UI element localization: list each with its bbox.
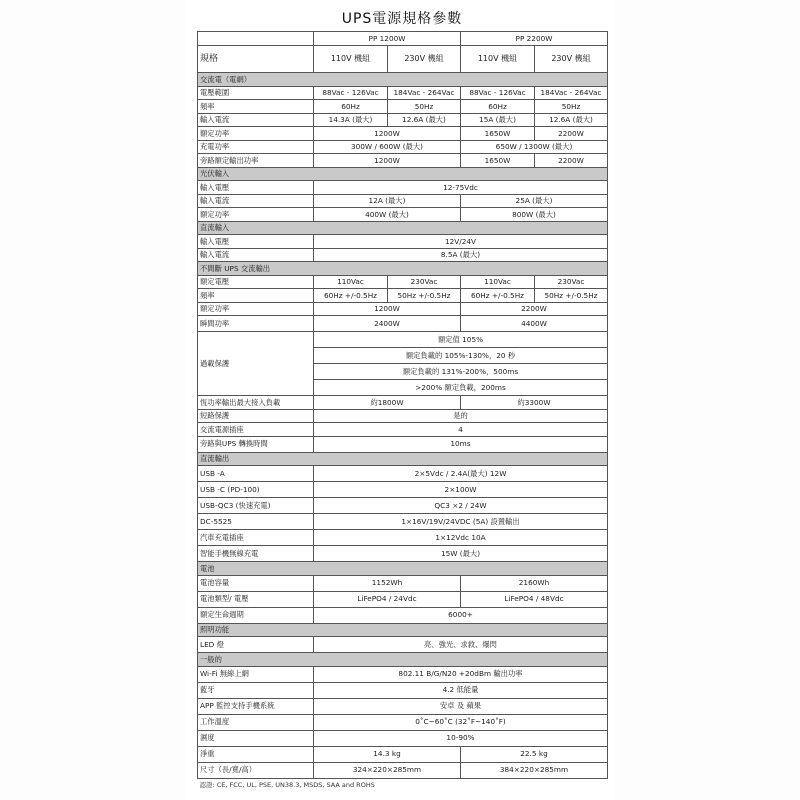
model-pp2200: PP 2200W bbox=[461, 32, 608, 46]
table-row: 工作溫度 0˚C~60˚C (32˚F~140˚F) bbox=[198, 714, 608, 730]
table-row: USB -A 2×5Vdc / 2.4A(最大) 12W bbox=[198, 466, 608, 482]
table-row: 智能手機無線充電 15W (最大) bbox=[198, 546, 608, 562]
model-pp1200: PP 1200W bbox=[314, 32, 461, 46]
model-header-row bbox=[198, 32, 608, 46]
table-row: 額定功率 1200W 2200W bbox=[198, 302, 608, 316]
table-row: 交流電源插座 4 bbox=[198, 423, 608, 437]
table-row: 濕度 10-90% bbox=[198, 730, 608, 746]
variant-cell: 110V 機組 bbox=[461, 46, 535, 73]
table-row: 輸入電流 8.5A (最大) bbox=[198, 248, 608, 262]
table-row: 輸入電流 14.3A (最大) 12.6A (最大) 15A (最大) 12.6A (最大) bbox=[198, 113, 608, 127]
table-row: 額定電壓 110Vac 230Vac 110Vac 230Vac bbox=[198, 275, 608, 289]
table-row: 充電功率 300W / 600W (最大) 650W / 1300W (最大) bbox=[198, 140, 608, 154]
table-row: 電池容量 1152Wh 2160Wh bbox=[198, 575, 608, 591]
table-row: 輸入電流 12A (最大) 25A (最大) bbox=[198, 194, 608, 208]
table-row: >200% 額定負載，200ms bbox=[198, 380, 608, 396]
variant-header-row bbox=[198, 46, 608, 73]
variant-cell: 230V 機組 bbox=[535, 46, 608, 73]
spec-label: 規格 bbox=[198, 46, 314, 73]
table-row: 額定功率 1200W 1650W 2200W bbox=[198, 127, 608, 141]
section-header: 電池 bbox=[198, 562, 608, 576]
section-header: 一般的 bbox=[198, 653, 608, 667]
variant-cell: 110V 機組 bbox=[314, 46, 388, 73]
table-row: APP 監控支持手機系統 安卓 及 蘋果 bbox=[198, 698, 608, 714]
certification-row bbox=[198, 778, 608, 792]
section-header: 直流輸出 bbox=[198, 452, 608, 466]
table-row: 輸入電壓 12V/24V bbox=[198, 235, 608, 249]
table-row: 電壓範圍 88Vac - 126Vac 184Vac - 264Vac 88Vac - 126Vac 184Vac - 264Vac bbox=[198, 86, 608, 100]
section-header: 不間斷 UPS 交流輸出 bbox=[198, 262, 608, 276]
table-row: Wi-Fi 無線上網 802.11 B/G/N20 +20dBm 輸出功率 bbox=[198, 666, 608, 682]
table-row: 淨重 14.3 kg 22.5 kg bbox=[198, 746, 608, 762]
table-row: 尺寸（長/寬/高） 324×220×285mm 384×220×285mm bbox=[198, 762, 608, 778]
table-row: 額定負載的 105%-130%，20 秒 bbox=[198, 348, 608, 364]
table-row: 頻率 60Hz +/-0.5Hz 50Hz +/-0.5Hz 60Hz +/-0.5Hz 50Hz +/-0.5Hz bbox=[198, 289, 608, 303]
table-row: 輸入電壓 12-75Vdc bbox=[198, 181, 608, 195]
table-row: DC-5525 1×16V/19V/24VDC (5A) 設置輸出 bbox=[198, 514, 608, 530]
section-header: 直流輸入 bbox=[198, 221, 608, 235]
certification-note: 認證: CE, FCC, UL, PSE, UN38.3, MSDS, SAA and ROHS bbox=[199, 780, 375, 789]
section-header: 照明功能 bbox=[198, 623, 608, 637]
spec-table bbox=[197, 31, 608, 792]
page-title: UPS電源規格參數 bbox=[341, 11, 463, 27]
table-row: 電池類型/ 電壓 LiFePO4 / 24Vdc LiFePO4 / 48Vdc bbox=[198, 591, 608, 607]
table-row: 旁路額定輸出功率 1200W 1650W 2200W bbox=[198, 154, 608, 168]
table-row: 額定功率 400W (最大) 800W (最大) bbox=[198, 208, 608, 222]
table-row: USB -C (PD-100) 2×100W bbox=[198, 482, 608, 498]
variant-cell: 230V 機組 bbox=[388, 46, 461, 73]
table-row: 額定生命週期 6000+ bbox=[198, 607, 608, 623]
table-row: 短路保護 是的 bbox=[198, 409, 608, 423]
table-row: USB-QC3 (快速充電) QC3 ×2 / 24W bbox=[198, 498, 608, 514]
table-row: 旁路與UPS 轉換時間 10ms bbox=[198, 436, 608, 452]
section-header: 光伏輸入 bbox=[198, 167, 608, 181]
table-row: 額定負載的 131%-200%，500ms bbox=[198, 364, 608, 380]
table-row: LED 燈 亮、強光、求救、爆閃 bbox=[198, 637, 608, 653]
table-row: 過載保護 額定值 105% bbox=[198, 332, 608, 348]
table-row: 藍牙 4.2 低能量 bbox=[198, 682, 608, 698]
table-row: 恆功率輸出最大接入負載 約1800W 約3300W bbox=[198, 396, 608, 410]
table-row: 瞬間功率 2400W 4400W bbox=[198, 316, 608, 332]
table-row: 汽車充電插座 1×12Vdc 10A bbox=[198, 530, 608, 546]
table-row: 頻率 60Hz 50Hz 60Hz 50Hz bbox=[198, 100, 608, 114]
section-header: 交流電（電網） bbox=[198, 73, 608, 87]
